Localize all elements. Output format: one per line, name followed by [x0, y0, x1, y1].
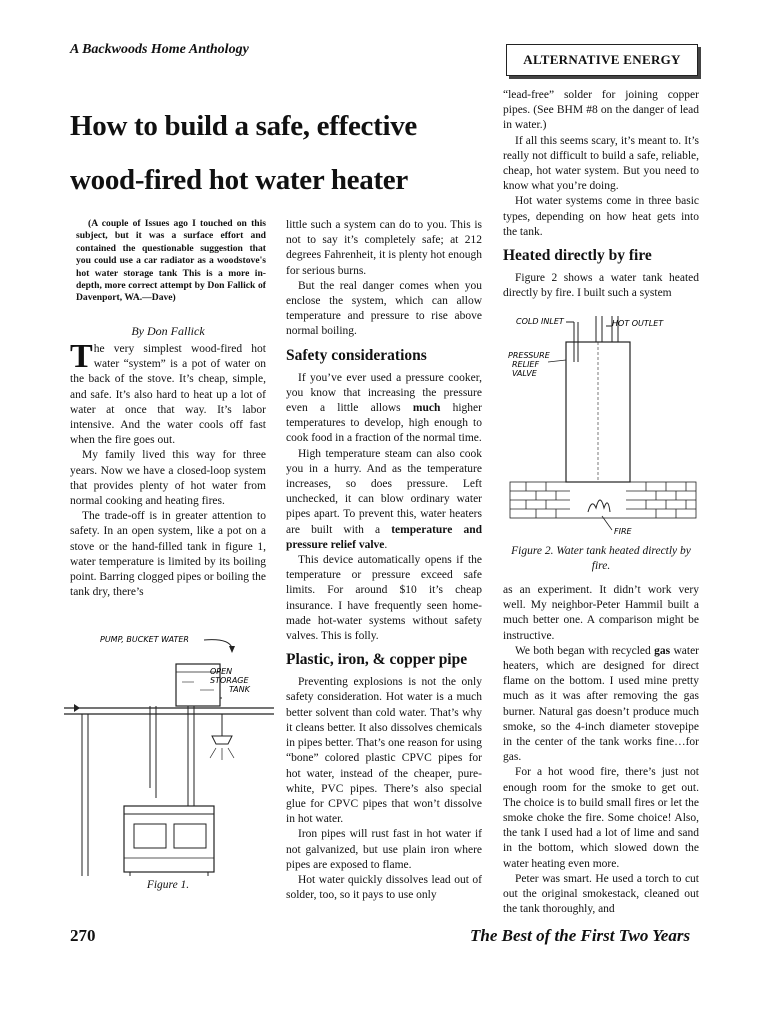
drop-cap: T: [70, 338, 93, 375]
page-number: 270: [70, 926, 96, 945]
figure-1-label-pump: PUMP, BUCKET WATER: [100, 635, 189, 644]
paragraph: Hot water quickly dissolves lead out of solder, too, so it pays to use only: [286, 873, 482, 902]
column-1: [70, 338, 266, 600]
anthology-title: A Backwoods Home Anthology: [70, 42, 249, 57]
figure-1-illustration: [64, 628, 274, 876]
paragraph: Iron pipes will rust fast in hot water if not galvanized, but use plain iron where pipes are exposed to flame.: [286, 828, 482, 871]
column-3-top: [503, 88, 699, 301]
section-label: ALTERNATIVE ENERGY: [506, 44, 698, 76]
figure-2-label-pressure: PRESSURE: [508, 351, 550, 360]
figure-2-label-relief: RELIEF: [512, 360, 540, 369]
figure-1-label-tank: TANK: [229, 685, 250, 694]
paragraph: “lead-free” solder for joining copper pipes. (See BHM #8 on the danger of lead in water.): [503, 89, 699, 132]
paragraph: Figure 2 shows a water tank heated directly by fire. I built such a system: [503, 272, 699, 300]
figure-2-label-valve: VALVE: [512, 369, 537, 378]
figure-2-label-cold: COLD INLET: [516, 317, 564, 326]
byline: By Don Fallick: [131, 324, 205, 338]
paragraph: This device automatically opens if the temperature or pressure exceed safe limits. For around $10 it’s cheap insurance. I have frequently seen home-made hot-water systems without safety valves. This is folly.: [286, 554, 482, 643]
figure-1-label-open: OPEN: [210, 667, 233, 676]
paragraph: If all this seems scary, it’s meant to. It’s really not difficult to build a safe, reliable, cheap, hot water system. But you need to know what you’re doing.: [503, 134, 699, 193]
paragraph: High temperature steam can also cook you in a hurry. And as the temperature increases, so does pressure. Left unchecked, it can blow ordinary water pipes apart. To prevent this, water heaters are built with a temperature and pressure relief valve.: [286, 447, 482, 551]
figure-2-label-hot: HOT OUTLET: [612, 319, 664, 328]
article-title-line-1: How to build a safe, effective: [70, 110, 417, 142]
article-title-line-2: wood-fired hot water heater: [70, 164, 408, 196]
heading-plastic-iron-copper: Plastic, iron, & copper pipe: [286, 651, 468, 669]
paragraph: Peter was smart. He used a torch to cut out the original smokestack, cleaned out the tank thoroughly, and: [503, 872, 699, 916]
paragraph: My family lived this way for three years. Now we have a closed-loop system that provides plenty of hot water from normal cooking and heating fires.: [70, 449, 266, 508]
heading-heated-directly-by-fire: Heated directly by fire: [503, 247, 652, 265]
paragraph: Preventing explosions is not the only safety consideration. Hot water is a much better solvent than cold water. That’s why it cleans better. It also dissolves chemicals in pipes better. That’s one reason for using “bone” colored plastic CPVC pipes for hot water, instead of the cheaper, pure-white, PVC pipes. There’s also special glue for CPVC pipes that won’t dissolve in hot water.: [286, 676, 482, 826]
paragraph: little such a system can do to you. This is not to say it’s completely safe; at 212 degrees Fahrenheit, it is plenty hot enough for serious burns.: [286, 219, 482, 277]
book-title: The Best of the First Two Years: [470, 926, 691, 945]
figure-2-caption: Figure 2. Water tank heated directly by fire.: [511, 545, 691, 572]
paragraph: The very simplest wood-fired hot water “system” is a pot of water on the back of the stove. It’s cheap, simple, and safe. It’s also hard to heat up a lot of water at once that way. It’s labor intensive. And the water cools off fast when the fire goes out.: [70, 338, 266, 447]
paragraph: The trade-off is in greater attention to safety. In an open system, like a pot on a stove or the hand-filled tank in figure 1, water temperature is limited by its boiling point. Barring clogged pipes or boiling the tank dry, there’s: [70, 510, 266, 599]
figure-1-label-storage: STORAGE: [210, 676, 249, 685]
editor-intro: (A couple of Issues ago I touched on this subject, but it was a surface effort and contained the questionable suggestion that you could use a car radiator as a woodstove's hot water storage tank This is a more in-depth, more correct attempt by Don Fallick of Davenport, WA.—Dave): [76, 218, 266, 304]
paragraph: For a hot wood fire, there’s just not enough room for the smoke to get out. The choice is to build small fires or let the smoke choke the fire. Some choice! Also, the tank I used had a lot of lime and sand in the bottom, which slowed down the water heating even more.: [503, 766, 699, 870]
heading-safety-considerations: Safety considerations: [286, 346, 427, 364]
column-2: [286, 218, 482, 903]
paragraph: as an experiment. It didn’t work very well. My neighbor-Peter Hammil built a much better one. A comparison might be instructive.: [503, 584, 699, 642]
figure-2-illustration: [506, 312, 702, 538]
paragraph: If you’ve ever used a pressure cooker, you know that increasing the pressure even a little allows much higher temperatures to develop, high enough to cook food in a fraction of the normal time.: [286, 371, 482, 445]
paragraph: But the real danger comes when you enclose the system, which can allow temperature and pressure to rise above normal boiling.: [286, 279, 482, 338]
column-3-bottom: [503, 583, 699, 917]
figure-2-label-fire: FIRE: [614, 527, 632, 536]
paragraph: Hot water systems come in three basic types, depending on how heat gets into the tank.: [503, 195, 699, 238]
paragraph: We both began with recycled gas water heaters, which are designed for direct flame on the bottom. I used mine pretty much as it was after removing the gas burner. Natural gas doesn’t produce much smoke, so the 4-inch diameter stovepipe in the center of the tank works fine…for gas.: [503, 644, 700, 764]
figure-1-caption: Figure 1.: [146, 879, 190, 891]
